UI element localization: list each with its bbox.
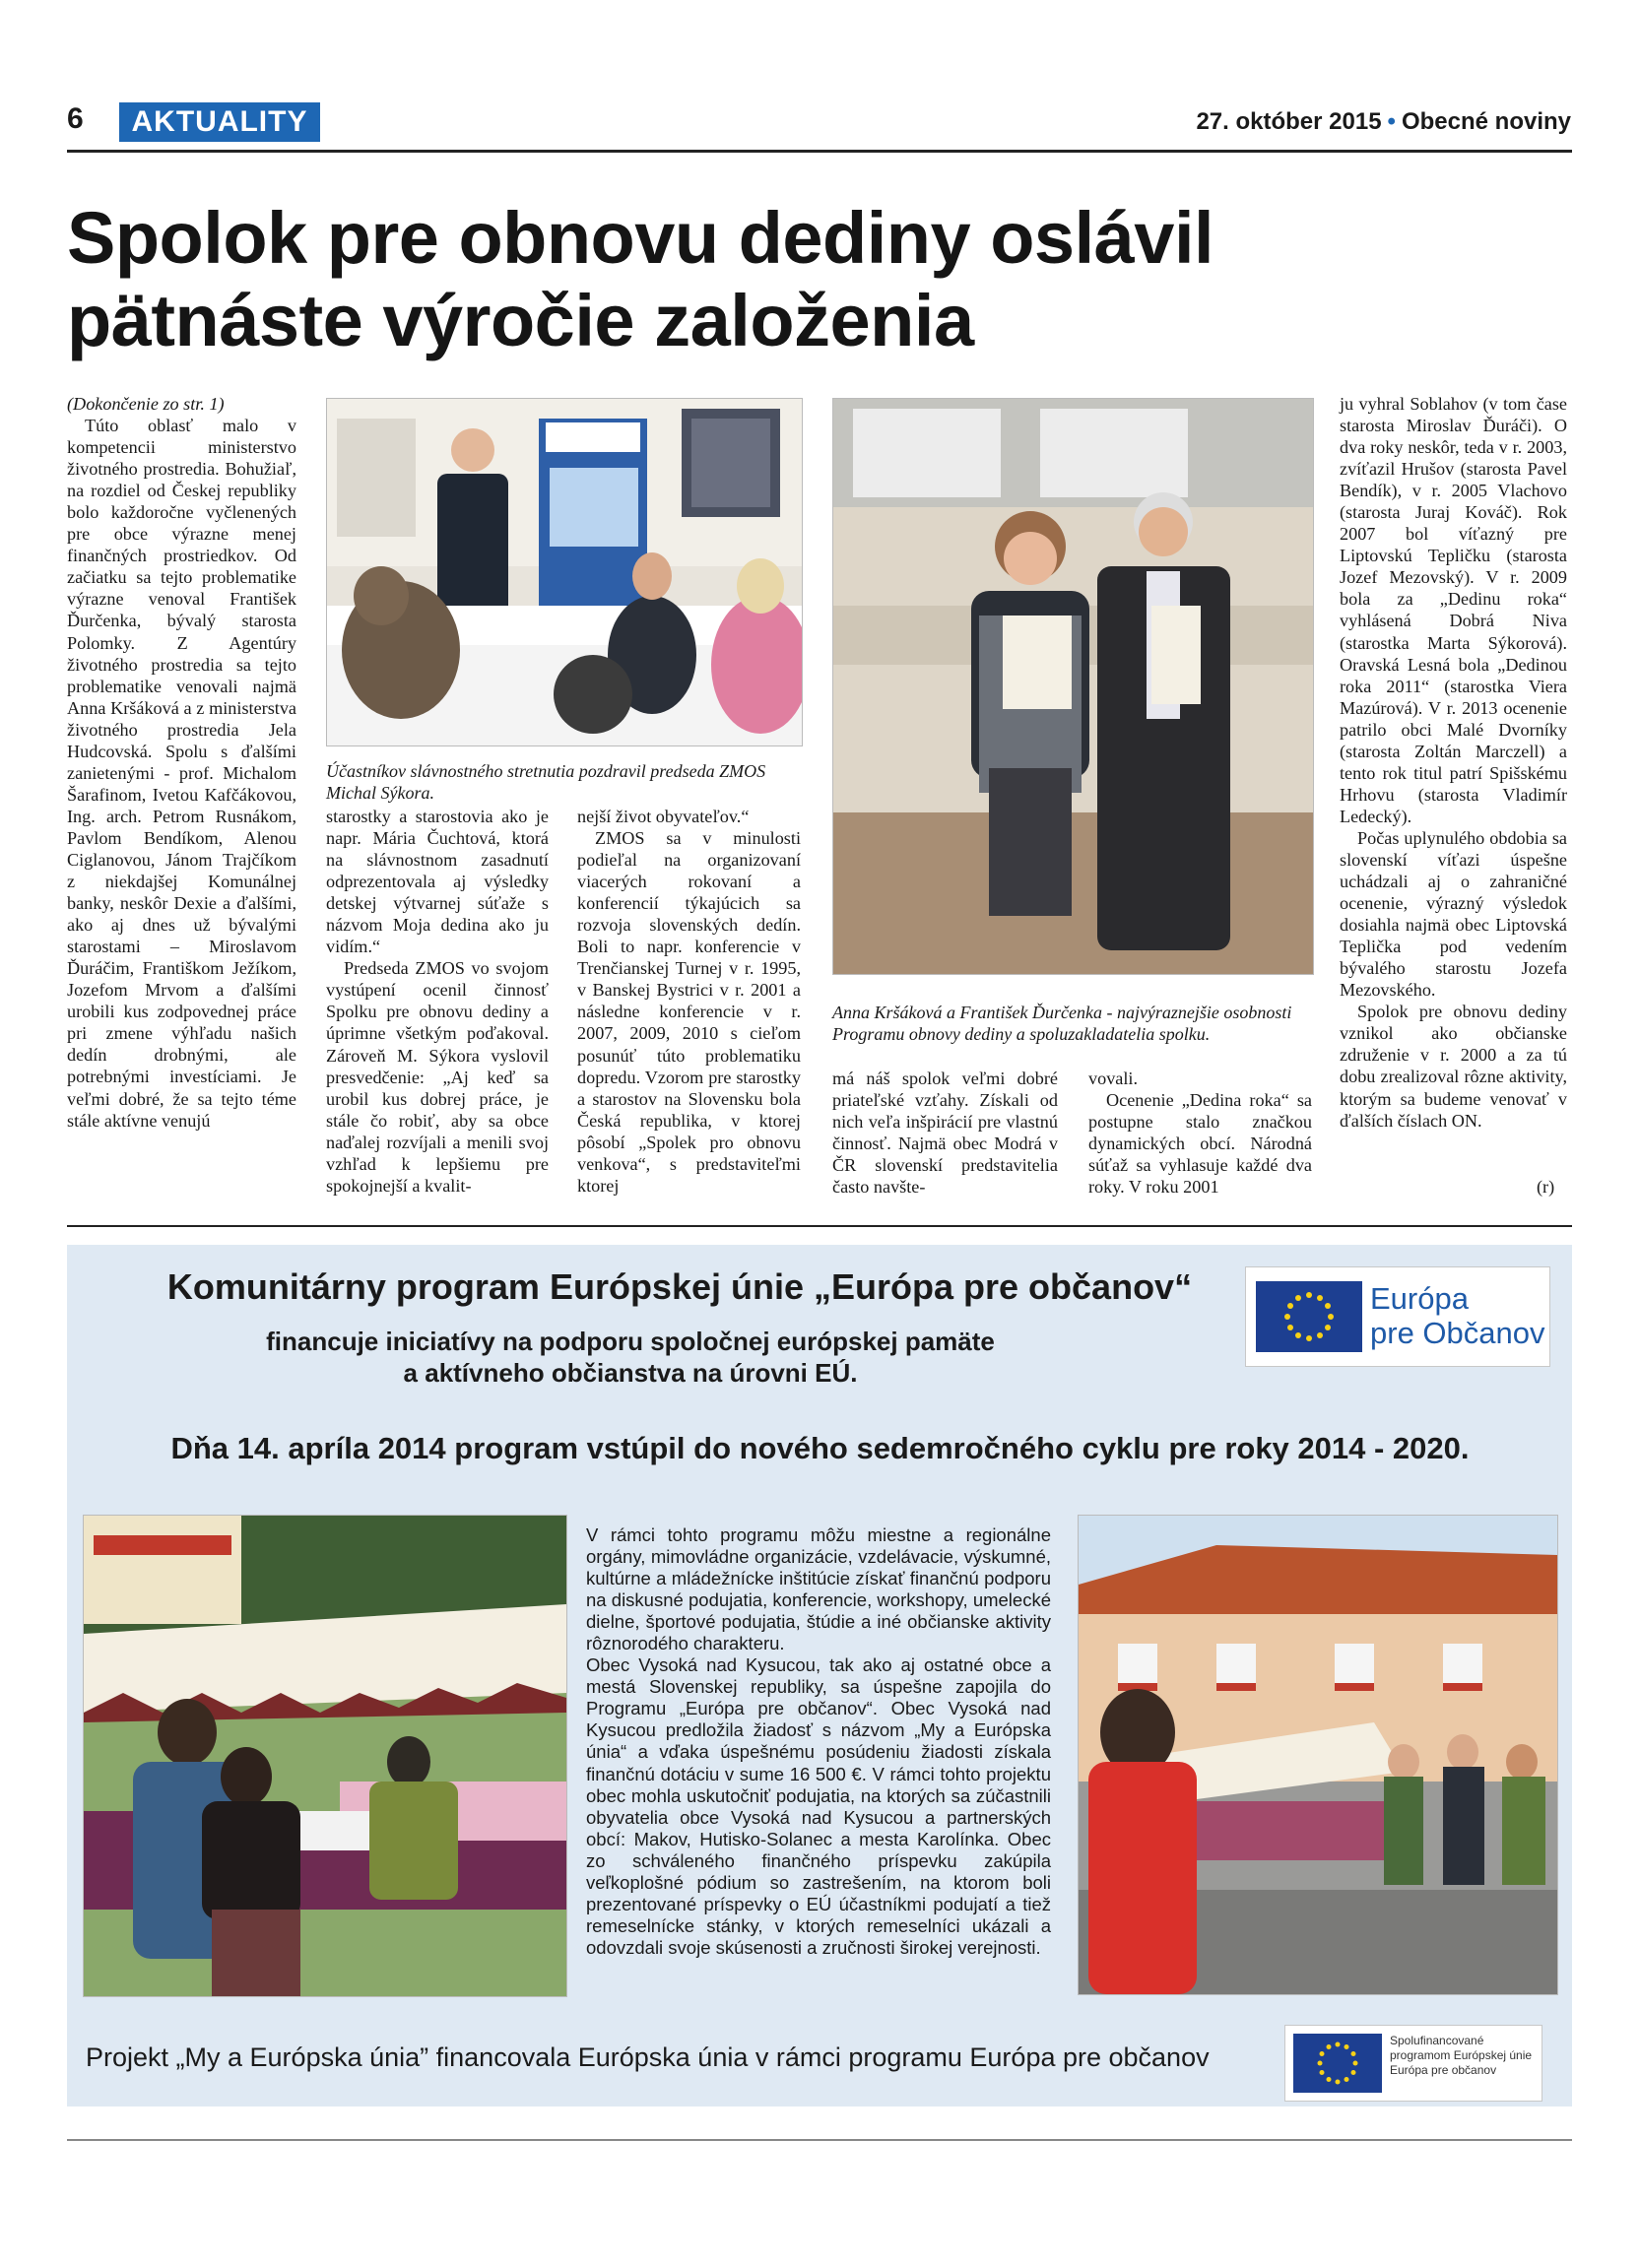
eu-flag-icon xyxy=(1256,1281,1362,1352)
photo-award xyxy=(832,398,1314,975)
eu-box-title: Komunitárny program Európskej únie „Európa pre občanov“ xyxy=(166,1266,1193,1307)
issue-info xyxy=(1196,108,1571,136)
article-column-1 xyxy=(67,393,296,1132)
separator-dot: • xyxy=(1387,108,1396,135)
paragraph: ZMOS sa v minulosti podieľal na organizovaní viacerých rokovaní a konferencií týkajúcich sa rozvoja slovenských dedín. Boli to napr. konferencie v Trenčianskej Turnej v r. 1995, v Banskej Bystrici v r. 2001 a následne konferencie v r. 2007, 2009, 2010 s cieľom posunúť túto problematiku dopredu. Vzorom pre starostky a starostov na Slovensku bola Česká republika, v ktorej pôsobí „Spolek pro obnovu venkova“, s predstaviteľmi ktorej xyxy=(577,828,801,1196)
paragraph: vovali. xyxy=(1088,1069,1139,1088)
paragraph: Spolok pre obnovu dediny vznikol ako občianske združenie v r. 2000 a za tú dobu zrealizoval rôzne aktivity, ktorým sa budeme venovať v ďalších číslach ON. xyxy=(1340,1002,1567,1131)
page-number: 6 xyxy=(67,102,84,135)
article-column-3 xyxy=(577,806,801,1197)
logo-text-line-2: pre Občanov xyxy=(1370,1316,1545,1350)
photo-award-caption: Anna Kršáková a František Ďurčenka - najvýraznejšie osobnosti Programu obnovy dediny a spoluzakladatelia spolku. xyxy=(832,1003,1292,1044)
paragraph: Predseda ZMOS vo svojom vystúpení ocenil činnosť Spolku pre obnovu dediny a úprimne všetkým poďakoval. Zároveň M. Sýkora vyslovil presvedčenie: „Aj keď sa urobil kus dobrej práce, je stále čo robiť, aby sa obce naďalej rozvíjali a menili svoj vzhľad k lepšiemu pre spokojnejší a kvalit- xyxy=(326,958,549,1196)
paragraph: Túto oblasť malo v kompetencii ministerstvo životného prostredia. Bohužiaľ, na rozdiel od Českej republiky bolo každoročne vyčlenených pre obce výrazne menej finančných prostriedkov. Od začiatku sa tejto problematike výrazne venoval František Ďurčenka, bývalý starosta Polomky. Z Agentúry životného prostredia sa tejto problematike venovali najmä Anna Kršáková a z ministerstva životného prostredia Jela Hudcovská. Spolu s ďalšími zanietenými - prof. Michalom Šarafinom, Ivetou Kafčákovou, Ing. arch. Petrom Rusnákom, Pavlom Bendíkom, Alenou Ciglanovou, Jánom Trajčíkom z niekdajšej Komunálnej banky, neskôr Dexie a ďalšími, ako aj dnes už bývalými starostami – Miroslavom Ďuráčim, Františkom Ježíkom, Jozefom Mrvom a ďalšími urobili kus zodpovednej práce pri zmene výhľadu našich dedín drobnými, ale potrebnými investíciami. Je veľmi dobré, že sa tejto téme stále aktívne venujú xyxy=(67,416,296,1131)
photo-market-stalls xyxy=(83,1515,567,1997)
continuation-note: (Dokončenie zo str. 1) xyxy=(67,394,225,414)
paragraph: Obec Vysoká nad Kysucou, tak ako aj ostatné obce a mestá Slovenskej republiky, sa úspešne zapojila do Programu „Európa pre občanov“. Obec Vysoká nad Kysucou predložila žiadosť s názvom „My a Európska únia“ a vďaka úspešnému posúdeniu žiadosti získala finančnú dotáciu v sume 16 500 €. V rámci tohto projektu obec mohla uskutočniť podujatia, na ktorých sa zúčastnili obyvatelia obce Vysoká nad Kysucou a partnerských obcí: Makov, Hutisko-Solanec a mesta Karolínka. Obec zo schváleného finančného príspevku zakúpila veľkoplošné pódium so zastrešením, na ktorom boli prezentované príspevky o EÚ účastníkmi podujatí a tiež remeselnícke stánky, v ktorých remeselníci ukázali a odovzdali svoje skúsenosti a zručnosti širokej verejnosti. xyxy=(586,1654,1051,1958)
paragraph: má náš spolok veľmi dobré priateľské vzťahy. Získali od nich veľa inšpirácií pre vlastnú činnosť. Najmä obec Modrá v ČR slovenskí predstavitelia často navšte- xyxy=(832,1069,1058,1198)
header-rule xyxy=(67,150,1572,153)
eu-box-date-line: Dňa 14. apríla 2014 program vstúpil do nového sedemročného cyklu pre roky 2014 - 2020. xyxy=(170,1431,1470,1465)
section-tag: AKTUALITY xyxy=(119,102,320,142)
article-signature: (r) xyxy=(1537,1177,1555,1197)
badge-text: Spolufinancované programom Európskej únie Európa pre občanov xyxy=(1390,2034,1533,2077)
paragraph: Ocenenie „Dedina roka“ sa postupne stalo značkou dynamických obcí. Národná súťaž sa vyhlasuje každé dva roky. V roku 2001 xyxy=(1088,1090,1312,1198)
article-column-4 xyxy=(832,1068,1058,1198)
paragraph: Počas uplynulého obdobia sa slovenskí víťazi úspešne uchádzali aj o zahraničné ocenenie, výrazný výsledok dosiahla najmä obec Liptovská Teplička pod vedením bývalého starostu Jozefa Mezovského. xyxy=(1340,827,1567,1001)
publication-name: Obecné noviny xyxy=(1401,108,1571,135)
eu-box-subtitle-line-2: a aktívneho občianstva na úrovni EÚ. xyxy=(403,1358,858,1388)
article-column-2 xyxy=(326,806,549,1197)
paragraph: V rámci tohto programu môžu miestne a regionálne orgány, mimovládne organizácie, vzdelávacie, výskumné, kultúrne a mládežnícke inštitúcie získať finančnú podporu na diskusné podujatia, konferencie, workshopy, umelecké dielne, športové podujatia, štúdie a iné občianske aktivity rôznorodého charakteru. xyxy=(586,1524,1051,1654)
headline-line-1: Spolok pre obnovu dediny oslávil xyxy=(67,197,1214,279)
footer-rule xyxy=(67,2139,1572,2141)
logo-text-line-1: Európa xyxy=(1370,1281,1469,1316)
photo-village-square xyxy=(1078,1515,1558,1995)
eu-flag-icon xyxy=(1293,2034,1382,2093)
photo-conference-caption: Účastníkov slávnostného stretnutia pozdravil predseda ZMOS Michal Sýkora. xyxy=(326,761,766,803)
headline xyxy=(67,197,1446,362)
photo-conference xyxy=(326,398,803,746)
paragraph: ju vyhral Soblahov (v tom čase starosta Miroslav Ďuráči). O dva roky neskôr, teda v r. 2003, zvíťazil Hrušov (starosta Pavel Bendík), v r. 2005 Vlachovo (starosta Juraj Kováč). Rok 2007 bol víťazný pre Liptovskú Tepličku (starosta Jozef Mezovský). V r. 2009 bola za „Dedinu roka“ vyhlásená Dobrá Niva (starostka Marta Sýkorová). Oravská Lesná bola „Dedinou roka 2011“ (starostka Viera Mazúrová). V r. 2013 ocenenie patrilo obci Malé Dvorníky (starosta Zoltán Marczell) a tento rok titul patrí Spišskému Hrhovu (starosta Vladimír Ledecký). xyxy=(1340,394,1567,826)
cofinanced-badge xyxy=(1284,2025,1542,2102)
article-column-5 xyxy=(1088,1068,1312,1198)
section-rule xyxy=(67,1225,1572,1227)
paragraph: nejší život obyvateľov.“ xyxy=(577,807,750,826)
eu-box-subtitle xyxy=(197,1326,1064,1389)
article-column-6 xyxy=(1340,393,1567,1132)
paragraph: starostky a starostovia ako je napr. Mária Čuchtová, ktorá na slávnostnom zasadnutí odprezentovala aj výsledky detskej výtvarnej súťaže s názvom Moja dedina ako ju vidím.“ xyxy=(326,807,549,957)
logo-text xyxy=(1370,1281,1545,1350)
eu-box-body xyxy=(586,1524,1051,1959)
headline-line-2: pätnáste výročie založenia xyxy=(67,280,974,361)
europa-pre-obcanov-logo xyxy=(1245,1266,1550,1367)
eu-box-footer: Projekt „My a Európska únia” financovala Európska únia v rámci programu Európa pre občanov xyxy=(86,2042,1210,2072)
issue-date: 27. október 2015 xyxy=(1196,108,1382,135)
eu-box-subtitle-line-1: financuje iniciatívy na podporu spoločnej európskej pamäte xyxy=(266,1327,995,1356)
